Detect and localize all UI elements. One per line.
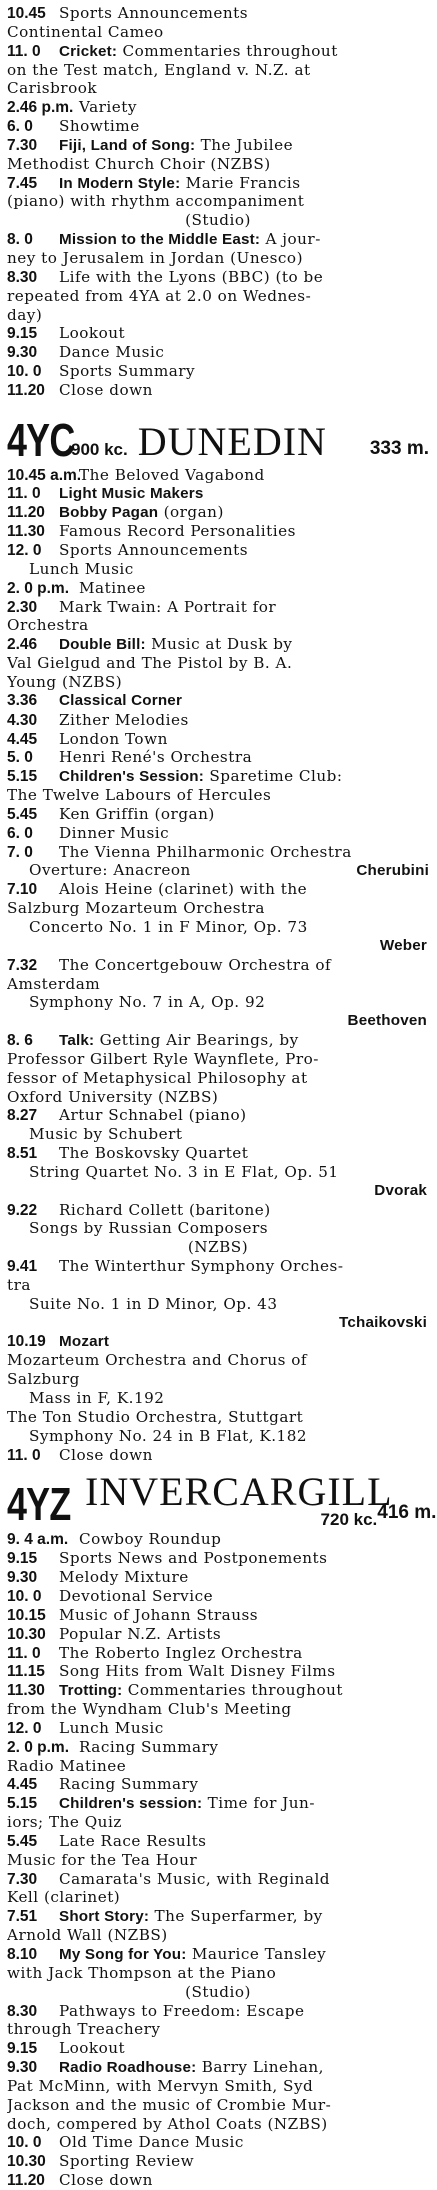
programme-detail xyxy=(7,1295,429,1314)
programme-time: 5.45 xyxy=(7,805,38,823)
programme-time: 9.41 xyxy=(7,1258,38,1276)
programme-time: 7.51 xyxy=(7,1908,38,1926)
programme-time: 9.30 xyxy=(7,1569,38,1587)
programme-title: Cricket: xyxy=(59,42,118,60)
programme-time: 2. 0 p.m. xyxy=(7,579,70,597)
programme-detail xyxy=(7,1163,429,1182)
programme-description: Artur Schnabel (piano) xyxy=(59,1106,247,1125)
programme-time: 2. 0 p.m. xyxy=(7,1738,70,1756)
composer-name: Tchaikovski xyxy=(338,1313,427,1331)
programme-time: 12. 0 xyxy=(7,1719,42,1737)
programme-detail xyxy=(7,1125,429,1144)
programme-entry xyxy=(7,1031,429,1050)
programme-description: Famous Record Personalities xyxy=(59,522,296,541)
programme-continuation: iors; The Quiz xyxy=(7,1813,122,1832)
programme-time: 10.30 xyxy=(7,1625,46,1643)
programme-entry xyxy=(7,1568,429,1587)
programme-entry xyxy=(7,1625,429,1644)
programme-continuation: with Jack Thompson at the Piano xyxy=(7,1963,277,1982)
programme-detail xyxy=(7,993,429,1012)
programme-continuation: Professor Gilbert Ryle Waynflete, Pro- xyxy=(7,1049,319,1068)
programme-time: 10. 0 xyxy=(7,1587,42,1605)
programme-description: Henri René's Orchestra xyxy=(59,748,253,767)
programme-description: Sparetime Club: xyxy=(209,767,343,786)
programme-description: Commentaries throughout xyxy=(122,41,338,60)
station-header-4yz xyxy=(7,1469,437,1531)
programme-title: Children's session: xyxy=(59,1795,203,1813)
programme-continuation: ney to Jerusalem in Jordan (Unesco) xyxy=(7,248,303,267)
programme-time: 9.22 xyxy=(7,1201,38,1219)
composer-line xyxy=(7,1182,429,1201)
programme-entry xyxy=(7,1945,429,1964)
programme-time: 5.15 xyxy=(7,768,38,786)
programme-time: 11.30 xyxy=(7,523,45,541)
programme-description: The Winterthur Symphony Orches- xyxy=(59,1257,344,1276)
programme-entry xyxy=(7,343,429,362)
programme-description: Barry Linehan, xyxy=(201,2058,324,2077)
programme-title: Radio Roadhouse: xyxy=(59,2059,197,2077)
programme-entry xyxy=(7,767,429,786)
programme-continuation: Continental Cameo xyxy=(7,22,164,41)
programme-credit: (NZBS) xyxy=(187,1238,249,1257)
programme-entry xyxy=(7,1775,429,1794)
programme-description: Ken Griffin (organ) xyxy=(59,804,215,823)
programme-continuation: Pat McMinn, with Mervyn Smith, Syd xyxy=(7,2076,314,2095)
station-frequency: 720 kc. xyxy=(320,1510,378,1530)
programme-entry xyxy=(7,1587,429,1606)
programme-description: Sporting Review xyxy=(59,2152,195,2171)
programme-time: 4.45 xyxy=(7,730,38,748)
programme-time: 4.45 xyxy=(7,1776,38,1794)
programme-continuation: through Treachery xyxy=(7,2020,161,2039)
programme-time: 11. 0 xyxy=(7,1644,41,1662)
programme-detail xyxy=(7,1427,429,1446)
programme-description: Maurice Tansley xyxy=(191,1945,327,1963)
composer-line xyxy=(7,1012,429,1031)
programme-time: 7.32 xyxy=(7,956,38,974)
programme-description: Alois Heine (clarinet) with the xyxy=(59,880,308,899)
programme-continuation: Oxford University (NZBS) xyxy=(7,1087,219,1106)
programme-entry xyxy=(7,598,429,617)
programme-entry xyxy=(7,268,429,287)
composer-line xyxy=(7,937,429,956)
programme-description: Devotional Service xyxy=(59,1586,214,1605)
programme-entry xyxy=(7,1870,429,1889)
programme-entry xyxy=(7,136,429,155)
programme-entry xyxy=(7,579,429,598)
composer-line xyxy=(7,1314,429,1333)
programme-time: 11.15 xyxy=(7,1663,45,1681)
programme-time: 5. 0 xyxy=(7,749,33,767)
programme-time: 8.27 xyxy=(7,1107,38,1125)
programme-description: Close down xyxy=(59,2171,153,2190)
programme-description: The Jubilee xyxy=(200,135,294,154)
programme-continuation: Mozarteum Orchestra and Chorus of xyxy=(7,1351,307,1370)
programme-detail xyxy=(7,861,429,880)
programme-title: In Modern Style: xyxy=(59,174,181,192)
programme-continuation: repeated from 4YA at 2.0 on Wednes- xyxy=(7,286,312,305)
programme-time: 8.30 xyxy=(7,268,38,286)
programme-description: The Beloved Vagabond xyxy=(79,465,265,484)
programme-entry xyxy=(7,2152,429,2171)
programme-time: 9.15 xyxy=(7,1550,38,1568)
station-callsign: 4YC xyxy=(7,413,75,466)
programme-time: 11.30 xyxy=(7,1682,45,1700)
programme-entry xyxy=(7,824,429,843)
composer-name: Cherubini xyxy=(356,862,429,880)
programme-description: Old Time Dance Music xyxy=(59,2133,244,2152)
programme-entry xyxy=(7,1606,429,1625)
programme-entry xyxy=(7,362,429,381)
programme-entry xyxy=(7,1832,429,1851)
programme-entry xyxy=(7,2039,429,2058)
programme-description: Getting Air Bearings, by xyxy=(99,1031,299,1050)
programme-entry xyxy=(7,1106,429,1125)
programme-continuation: The Twelve Labours of Hercules xyxy=(7,786,272,805)
programme-detail-text: Concerto No. 1 in F Minor, Op. 73 xyxy=(29,917,308,936)
composer-name: Dvorak xyxy=(374,1181,427,1199)
programme-time: 8. 0 xyxy=(7,231,33,249)
programme-time: 4.30 xyxy=(7,711,38,729)
programme-entry xyxy=(7,485,429,504)
programme-entry xyxy=(7,1446,429,1465)
programme-entry xyxy=(7,1644,429,1663)
programme-entry xyxy=(7,843,429,862)
programme-title: Short Story: xyxy=(59,1908,150,1926)
programme-entry xyxy=(7,730,429,749)
programme-entry xyxy=(7,522,429,541)
programme-entry xyxy=(7,1549,429,1568)
programme-description: Cowboy Roundup xyxy=(79,1530,222,1549)
programme-time: 2.46 xyxy=(7,636,38,654)
programme-description: Lunch Music xyxy=(59,1718,164,1737)
programme-detail-text: Symphony No. 7 in A, Op. 92 xyxy=(29,993,266,1012)
programme-continuation: (piano) with rhythm accompaniment xyxy=(7,192,305,211)
programme-detail xyxy=(7,1389,429,1408)
station-callsign: 4YZ xyxy=(7,1478,71,1531)
programme-continuation: Arnold Wall (NZBS) xyxy=(7,1926,168,1945)
programme-entry xyxy=(7,381,429,400)
programme-time: 8. 6 xyxy=(7,1032,33,1050)
programme-entry xyxy=(7,1201,429,1220)
programme-title: My Song for You: xyxy=(59,1946,187,1963)
programme-detail-text: String Quartet No. 3 in E Flat, Op. 51 xyxy=(29,1162,339,1181)
programme-description: Time for Jun- xyxy=(207,1794,315,1813)
programme-entry xyxy=(7,880,429,899)
programme-time: 2.46 p.m. xyxy=(7,99,74,117)
programme-time: 11.20 xyxy=(7,504,45,522)
programme-entry xyxy=(7,748,429,767)
programme-description: Lookout xyxy=(59,2039,126,2058)
station-city: INVERCARGILL xyxy=(85,1469,393,1515)
programme-description: (organ) xyxy=(163,503,224,522)
programme-description: Dance Music xyxy=(59,343,165,362)
programme-description: Camarata's Music, with Reginald xyxy=(59,1869,331,1888)
invercargill-listing xyxy=(7,1530,429,2190)
programme-entry xyxy=(7,956,429,975)
programme-entry xyxy=(7,1530,429,1549)
programme-entry xyxy=(7,2171,429,2190)
programme-time: 6. 0 xyxy=(7,118,33,136)
programme-time: 7.45 xyxy=(7,174,38,192)
programme-description: Sports Announcements xyxy=(59,541,249,560)
programme-time: 9.15 xyxy=(7,2040,38,2058)
programme-description: Matinee xyxy=(79,578,146,597)
programme-entry xyxy=(7,1662,429,1681)
programme-description: Variety xyxy=(79,98,137,117)
programme-detail xyxy=(7,560,429,579)
programme-entry xyxy=(7,42,429,61)
programme-description: Pathways to Freedom: Escape xyxy=(59,2001,305,2020)
programme-continuation: on the Test match, England v. N.Z. at xyxy=(7,60,311,79)
programme-time: 5.45 xyxy=(7,1832,38,1850)
programme-entry xyxy=(7,1257,429,1276)
programme-time: 8.10 xyxy=(7,1946,38,1963)
station-frequency: 900 kc. xyxy=(71,439,128,459)
programme-detail-text: Songs by Russian Composers xyxy=(29,1219,268,1238)
programme-detail-text: Music by Schubert xyxy=(29,1125,183,1144)
programme-time: 8.51 xyxy=(7,1145,38,1163)
programme-entry xyxy=(7,466,429,485)
programme-title: Double Bill: xyxy=(59,636,146,654)
programme-time: 7.10 xyxy=(7,881,38,899)
programme-entry xyxy=(7,2002,429,2021)
programme-continuation: Jackson and the music of Crombie Mur- xyxy=(7,2095,332,2114)
programme-title: Classical Corner xyxy=(59,691,183,709)
programme-time: 7. 0 xyxy=(7,843,33,861)
programme-time: 7.30 xyxy=(7,1870,38,1888)
programme-description: London Town xyxy=(59,729,168,748)
programme-detail-text: Symphony No. 24 in B Flat, K.182 xyxy=(29,1426,308,1445)
programme-entry xyxy=(7,1144,429,1163)
programme-time: 10.19 xyxy=(7,1332,46,1350)
programme-description: The Superfarmer, by xyxy=(154,1907,323,1926)
programme-continuation: Young (NZBS) xyxy=(7,673,123,691)
programme-time: 11. 0 xyxy=(7,484,41,502)
programme-description: Song Hits from Walt Disney Films xyxy=(59,1662,336,1681)
programme-description: Close down xyxy=(59,380,153,399)
programme-description: The Concertgebouw Orchestra of xyxy=(59,955,332,974)
programme-detail-text: Mass in F, K.192 xyxy=(29,1389,165,1408)
programme-description: Sports News and Postponements xyxy=(59,1549,328,1568)
station-wavelength: 416 m. xyxy=(377,1502,437,1524)
programme-entry xyxy=(7,805,429,824)
programme-time: 10. 0 xyxy=(7,2134,42,2152)
programme-entry xyxy=(7,541,429,560)
programme-description: The Boskovsky Quartet xyxy=(59,1144,249,1163)
programme-description: Close down xyxy=(59,1445,153,1464)
programme-entry xyxy=(7,503,429,522)
programme-time: 6. 0 xyxy=(7,824,33,842)
programme-continuation: Music for the Tea Hour xyxy=(7,1850,198,1869)
programme-description: A jour- xyxy=(265,230,321,249)
programme-description: Dinner Music xyxy=(59,823,170,842)
programme-detail-text: Suite No. 1 in D Minor, Op. 43 xyxy=(29,1294,278,1313)
programme-entry xyxy=(7,1681,429,1700)
programme-description: Mark Twain: A Portrait for xyxy=(59,597,277,616)
programme-entry xyxy=(7,4,429,23)
programme-title: Talk: xyxy=(59,1032,95,1050)
programme-detail-text: Overture: Anacreon xyxy=(29,861,191,880)
programme-description: Lookout xyxy=(59,324,126,343)
programme-continuation: Val Gielgud and The Pistol by B. A. xyxy=(7,654,293,673)
programme-time: 10.45 xyxy=(7,5,46,22)
programme-title: Light Music Makers xyxy=(59,484,204,502)
programme-description: Racing Summary xyxy=(79,1737,219,1756)
programme-entry xyxy=(7,117,429,136)
programme-continuation: Radio Matinee xyxy=(7,1756,127,1775)
programme-entry xyxy=(7,1907,429,1926)
programme-entry xyxy=(7,2058,429,2077)
programme-entry xyxy=(7,1738,429,1757)
programme-description: Showtime xyxy=(59,117,140,136)
programme-continuation: Carisbrook xyxy=(7,79,98,98)
programme-description: Popular N.Z. Artists xyxy=(59,1624,222,1643)
programme-description: Zither Melodies xyxy=(59,710,189,729)
programme-time: 11.20 xyxy=(7,2172,45,2190)
programme-entry xyxy=(7,230,429,249)
programme-time: 11. 0 xyxy=(7,1446,41,1464)
programme-time: 8.30 xyxy=(7,2002,38,2020)
composer-name: Beethoven xyxy=(347,1012,427,1030)
programme-description: Late Race Results xyxy=(59,1831,207,1850)
programme-credit: (Studio) xyxy=(185,211,251,230)
programme-title: Trotting: xyxy=(59,1682,123,1700)
programme-continuation: Salzburg xyxy=(7,1370,80,1389)
programme-time: 10.15 xyxy=(7,1606,46,1624)
programme-description: Music of Johann Strauss xyxy=(59,1605,259,1624)
programme-entry xyxy=(7,324,429,343)
programme-time: 10.30 xyxy=(7,2153,46,2171)
programme-detail-text: Lunch Music xyxy=(29,559,134,578)
programme-entry xyxy=(7,1333,429,1352)
programme-title: Fiji, Land of Song: xyxy=(59,136,196,154)
dunedin-listing xyxy=(7,466,429,1465)
programme-credit: (Studio) xyxy=(185,1982,251,2001)
programme-continuation: fessor of Metaphysical Philosophy at xyxy=(7,1068,308,1087)
programme-title: Bobby Pagan xyxy=(59,504,159,522)
station-header-4yc xyxy=(7,412,429,466)
programme-entry xyxy=(7,711,429,730)
programme-time: 12. 0 xyxy=(7,542,42,560)
programme-entry xyxy=(7,1794,429,1813)
programme-title: Mozart xyxy=(59,1332,110,1350)
programme-description: Music at Dusk by xyxy=(151,635,293,654)
programme-time: 9.15 xyxy=(7,325,38,343)
programme-time: 9.30 xyxy=(7,344,38,362)
programme-entry xyxy=(7,635,429,654)
programme-description: Sports Summary xyxy=(59,362,196,381)
previous-station-listing xyxy=(7,4,429,400)
programme-time: 5.15 xyxy=(7,1795,38,1813)
programme-continuation: The Ton Studio Orchestra, Stuttgart xyxy=(7,1407,304,1426)
programme-time: 9.30 xyxy=(7,2059,38,2077)
programme-time: 11. 0 xyxy=(7,42,41,60)
programme-title: Mission to the Middle East: xyxy=(59,231,261,249)
programme-time: 2.30 xyxy=(7,598,38,616)
programme-entry xyxy=(7,98,429,117)
station-city: DUNEDIN xyxy=(137,418,327,464)
programme-entry xyxy=(7,2133,429,2152)
programme-time: 9. 4 a.m. xyxy=(7,1531,69,1549)
programme-description: The Vienna Philharmonic Orchestra xyxy=(59,842,352,861)
programme-continuation: Methodist Church Choir (NZBS) xyxy=(7,154,271,173)
station-wavelength: 333 m. xyxy=(369,437,429,459)
programme-continuation: Kell (clarinet) xyxy=(7,1888,121,1907)
programme-description: Marie Francis xyxy=(185,173,301,192)
programme-description: Melody Mixture xyxy=(59,1568,189,1587)
programme-entry xyxy=(7,174,429,193)
programme-title: Children's Session: xyxy=(59,768,204,786)
programme-time: 10.45 a.m. xyxy=(7,466,82,484)
programme-time: 3.36 xyxy=(7,691,38,709)
programme-continuation: Amsterdam xyxy=(7,974,101,993)
programme-description: Life with the Lyons (BBC) (to be xyxy=(59,267,324,286)
programme-description: Sports Announcements xyxy=(59,4,249,22)
programme-time: 10. 0 xyxy=(7,363,42,381)
programme-continuation: Salzburg Mozarteum Orchestra xyxy=(7,899,265,918)
programme-detail xyxy=(7,918,429,937)
programme-continuation: doch, compered by Athol Coats (NZBS) xyxy=(7,2114,328,2133)
programme-entry xyxy=(7,1719,429,1738)
programme-time: 7.30 xyxy=(7,136,38,154)
programme-continuation: from the Wyndham Club's Meeting xyxy=(7,1700,292,1719)
programme-continuation: Orchestra xyxy=(7,616,89,635)
programme-description: Racing Summary xyxy=(59,1775,199,1794)
programme-description: The Roberto Inglez Orchestra xyxy=(59,1643,303,1662)
programme-detail xyxy=(7,1219,429,1238)
programme-continuation: day) xyxy=(7,305,43,324)
programme-continuation: tra xyxy=(7,1276,31,1294)
composer-name: Weber xyxy=(379,936,427,954)
programme-time: 11.20 xyxy=(7,381,45,399)
programme-entry xyxy=(7,692,429,711)
programme-description: Commentaries throughout xyxy=(127,1681,344,1700)
programme-description: Richard Collett (baritone) xyxy=(59,1200,271,1219)
